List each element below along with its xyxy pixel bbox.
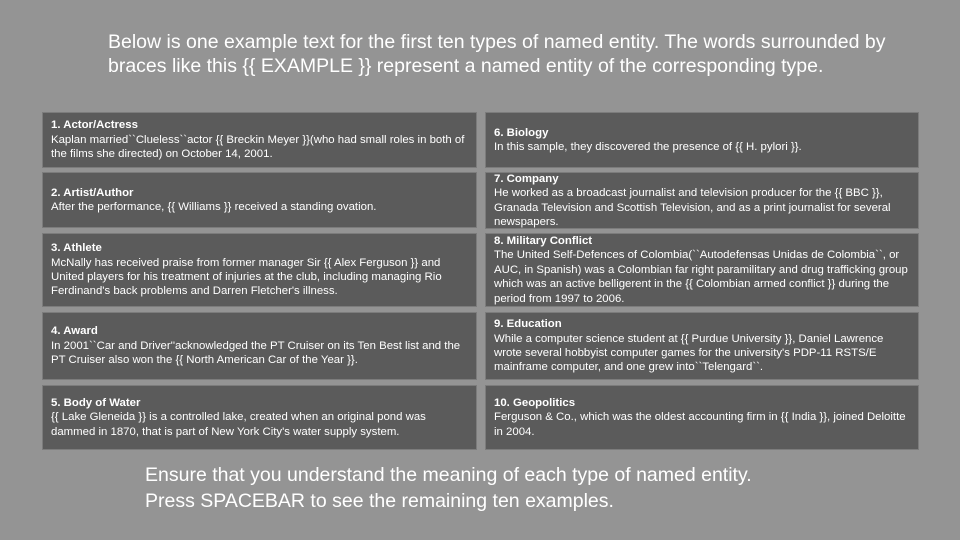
example-card-title: 5. Body of Water [51,396,141,409]
example-card-title: 3. Athlete [51,242,102,255]
example-card-text: After the performance, {{ Williams }} received a standing ovation. [51,201,377,213]
example-card-military-conflict [485,233,919,307]
example-card-artist-author [42,172,477,228]
example-card-text: While a computer science student at {{ Purdue University }}, Daniel Lawrence wrote several hobbyist computer games for the university's PDP-11 RSTS/E mainframe computer, and one grew into``Telengard``. [494,332,884,374]
example-card-body-of-water [42,385,477,450]
example-card-title: 1. Actor/Actress [51,119,138,132]
example-card-text: McNally has received praise from former manager Sir {{ Alex Ferguson }} and United players for his treatment of injuries at the club, including managing Rio Ferdinand's back problems and Darren Fletcher's illness. [51,256,442,298]
example-card-education [485,312,919,380]
instructions-intro: Below is one example text for the first ten types of named entity. The words surrounded by braces like this {{ EXAMPLE }} represent a named entity of the corresponding type. [108,31,886,77]
example-card-geopolitics [485,385,919,450]
example-card-award [42,312,477,380]
instructions-outro [145,462,925,514]
instructions-spacebar-prompt: Press SPACEBAR to see the remaining ten examples. [145,490,614,512]
example-card-biology [485,112,919,168]
example-card-athlete [42,233,477,307]
example-card-title: 7. Company [494,172,559,185]
example-card-title: 6. Biology [494,126,549,139]
example-card-title: 4. Award [51,325,98,338]
example-card-text: In 2001``Car and Driver''acknowledged the PT Cruiser on its Ten Best list and the PT Cruiser also won the {{ North American Car of the Year }}. [51,339,461,367]
example-card-actor-actress [42,112,477,168]
example-card-title: 8. Military Conflict [494,234,593,247]
example-card-text: {{ Lake Gleneida }} is a controlled lake, created when an original pond was dammed in 1870, that is part of New York City's water supply system. [51,411,426,438]
example-card-text: In this sample, they discovered the presence of {{ H. pylori }}. [494,141,802,153]
example-card-title: 2. Artist/Author [51,186,134,199]
example-card-title: 9. Education [494,318,562,331]
example-card-title: 10. Geopolitics [494,396,576,409]
example-card-company [485,172,919,229]
example-card-text: He worked as a broadcast journalist and television producer for the {{ BBC }}, Granada Television and Scottish Television, and as a print journalist for several newspapers. [494,187,891,228]
instructions-understand-line: Ensure that you understand the meaning of each type of named entity. [145,464,752,486]
example-card-text: Kaplan married``Clueless``actor {{ Breckin Meyer }}(who had small roles in both of the films she directed) on October 14, 2001. [51,133,465,161]
example-card-text: The United Self-Defences of Colombia(``Autodefensas Unidas de Colombia``, or AUC, in Spanish) was a Colombian far right paramilitary and drug trafficking group which was an active belligerent in the {{ Colombian armed conflict }} during the period from 1997 to 2006. [494,249,908,305]
example-card-text: Ferguson & Co., which was the oldest accounting firm in {{ India }}, joined Deloitte in 2004. [494,411,906,438]
